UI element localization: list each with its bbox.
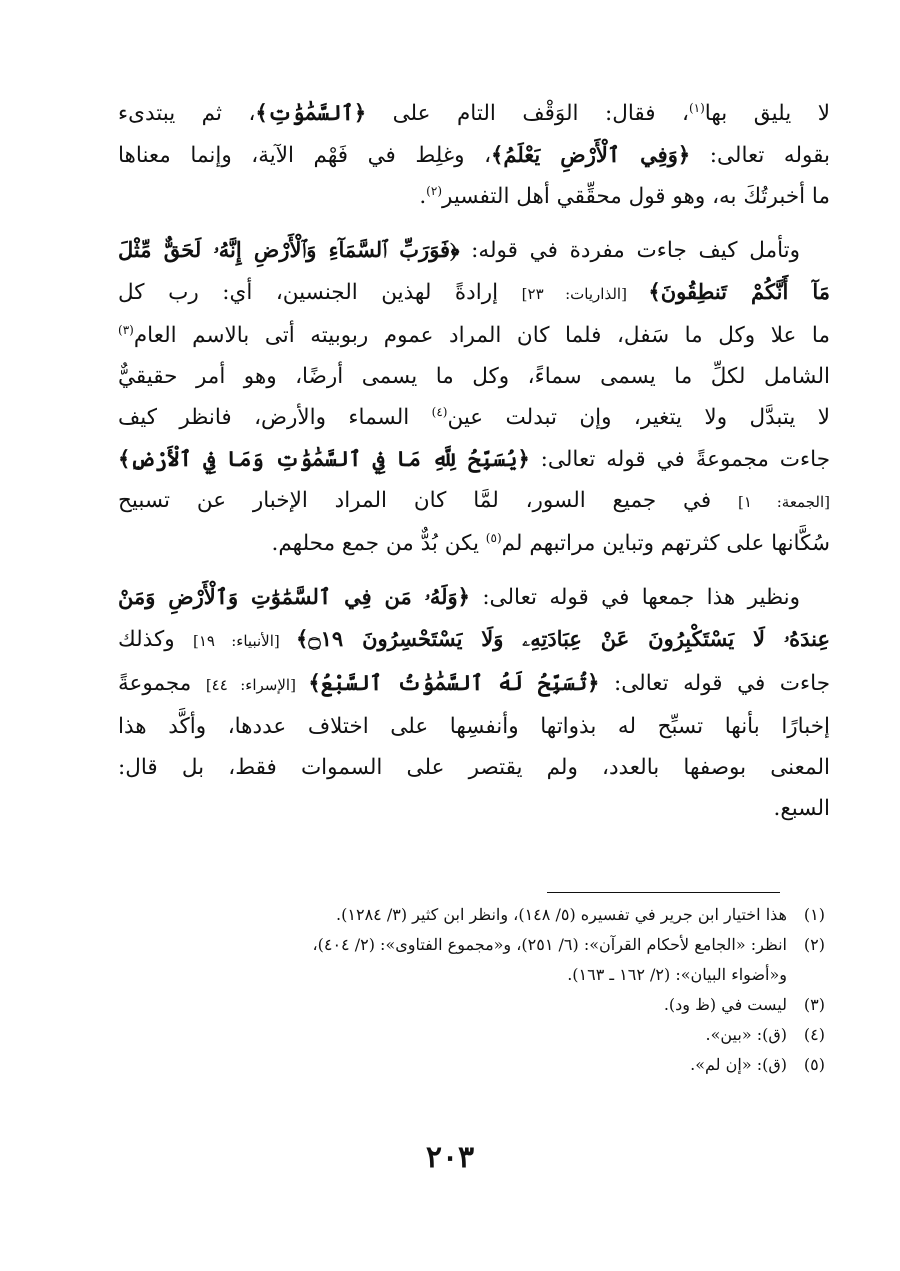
footnote-text: انظر: «الجامع لأحكام القرآن»: (٦/ ٢٥١)، و«مجموع الفتاوى»: (٢/ ٤٠٤)، <box>312 935 787 954</box>
text-run: ، فقال: الوَقْف التام على <box>366 101 689 126</box>
quran-quote: ﴿وَفِي ٱلْأَرْضِ يَعْلَمُ﴾ <box>491 142 691 167</box>
text-run: السبع. <box>773 796 830 821</box>
footnote-number: (١) <box>803 905 825 924</box>
text-run: جاءت مجموعةً في قوله تعالى: <box>529 447 831 472</box>
text-run: بقوله تعالى: <box>690 143 830 168</box>
text-run: جاءت في قوله تعالى: <box>599 671 831 696</box>
text-run: إرادةً لهذين الجنسين، أي: رب كل <box>118 280 522 305</box>
footnote-5 <box>113 1050 825 1080</box>
text-run: الشامل لكلِّ ما يسمى سماءً، وكل ما يسمى أرضًا، وهو أمر حقيقيٌّ <box>118 364 830 389</box>
quran-quote: ﴿تُسَبِّحُ لَهُ ٱلسَّمَٰوَٰتُ ٱلسَّبْعُ﴾ <box>308 670 600 695</box>
text-run: المعنى بوصفها بالعدد، ولم يقتصر على السموات فقط، بل قال: <box>118 755 830 780</box>
text-line <box>118 618 830 662</box>
text-line <box>118 576 830 618</box>
footnote-text: هذا اختيار ابن جرير في تفسيره (٥/ ١٤٨)، وانظر ابن كثير (٣/ ١٢٨٤). <box>336 905 787 924</box>
text-line <box>118 662 830 706</box>
footnote-text: (ق): «بين». <box>705 1025 787 1044</box>
text-line <box>118 788 830 829</box>
text-run: وتأمل كيف جاءت مفردة في قوله: <box>459 238 800 263</box>
surah-reference: [الإسراء: ٤٤] <box>205 676 309 694</box>
text-line <box>118 356 830 397</box>
text-line <box>118 176 830 217</box>
text-run: ما أخبرتُكَ به، وهو قول محقِّقي أهل التفسير <box>442 184 830 209</box>
footnote-ref[interactable]: (٥) <box>485 530 502 545</box>
footnote-number: (٣) <box>803 995 825 1014</box>
text-line <box>118 706 830 747</box>
footnote-number: (٥) <box>803 1055 825 1074</box>
footnote-text: و«أضواء البيان»: (٢/ ١٦٢ ـ ١٦٣). <box>567 965 787 984</box>
footnote-number: (٢) <box>803 935 825 954</box>
surah-reference: [الذاريات: ٢٣] <box>521 285 649 303</box>
quran-quote: ﴿يُسَبِّحُ لِلَّهِ مَا فِي ٱلسَّمَٰوَٰتِ وَمَا فِي ٱلْأَرْضِ﴾ <box>118 446 530 471</box>
text-run: السماء والأرض، فانظر كيف <box>118 405 432 430</box>
text-run: وكذلك <box>118 627 193 652</box>
footnote-text: ليست في (ظ ود). <box>663 995 787 1014</box>
paragraph-2 <box>118 229 830 564</box>
text-line <box>118 397 830 438</box>
text-line <box>118 438 830 480</box>
footnote-ref[interactable]: (٣) <box>118 322 134 337</box>
text-run: سُكَّانها على كثرتهم وتباين مراتبهم لم <box>501 531 830 556</box>
quran-quote: ﴿وَلَهُۥ مَن فِي ٱلسَّمَٰوَٰتِ وَٱلْأَرْضِ وَمَنْ <box>118 584 470 609</box>
footnote-ref[interactable]: (٤) <box>431 404 448 419</box>
text-line <box>118 315 830 356</box>
text-line <box>118 229 830 271</box>
text-run: في جميع السور، لمَّا كان المراد الإخبار عن تسبيح <box>118 488 739 513</box>
text-run: مجموعةً <box>118 671 206 696</box>
text-line <box>118 747 830 788</box>
paragraph-3 <box>118 576 830 829</box>
main-text <box>118 92 830 829</box>
footnote-2 <box>113 930 825 960</box>
text-line <box>118 134 830 176</box>
surah-reference: [الجمعة: ١] <box>738 493 831 511</box>
footnotes <box>113 900 825 1080</box>
paragraph-1 <box>118 92 830 217</box>
footnote-4 <box>113 1020 825 1050</box>
footnote-divider <box>547 892 780 893</box>
text-run: يكن بُدٌّ من جمع محلهم. <box>271 531 486 556</box>
quran-quote: ﴿ٱلسَّمَٰوَٰتِ﴾ <box>255 100 367 125</box>
text-run: . <box>419 184 427 209</box>
text-line <box>118 523 830 564</box>
text-run: لا يليق بها <box>704 101 830 126</box>
quran-quote: ﴿فَوَرَبِّ ٱلسَّمَآءِ وَٱلْأَرْضِ إِنَّهُۥ لَحَقٌّ مِّثْلَ <box>118 237 460 262</box>
text-line <box>118 480 830 523</box>
footnote-1 <box>113 900 825 930</box>
footnote-3 <box>113 990 825 1020</box>
text-run: لا يتبدَّل ولا يتغير، وإن تبدلت عين <box>447 405 830 430</box>
text-run: ونظير هذا جمعها في قوله تعالى: <box>469 585 800 610</box>
surah-reference: [الأنبياء: ١٩] <box>192 632 297 650</box>
page-number: ٢٠٣ <box>425 1140 475 1175</box>
text-run: ، ثم يبتدىء <box>118 101 256 126</box>
text-run: إخبارًا بأنها تسبِّح له بذواتها وأنفسِها على اختلاف عددها، وأكَّد هذا <box>118 714 830 739</box>
quran-quote: عِندَهُۥ لَا يَسْتَكْبِرُونَ عَنْ عِبَادَتِهِۦ وَلَا يَسْتَحْسِرُونَ ۝١٩﴾ <box>296 626 830 651</box>
footnote-number: (٤) <box>803 1025 825 1044</box>
footnote-ref[interactable]: (١) <box>688 100 705 115</box>
quran-quote: مَآ أَنَّكُمْ تَنطِقُونَ﴾ <box>648 279 830 304</box>
text-run: ، وغلِط في فَهْم الآية، وإنما معناها <box>118 143 492 168</box>
text-run: ما علا وكل ما سَفل، فلما كان المراد عموم ربوبيته أتى بالاسم العام <box>133 323 830 348</box>
text-line <box>118 271 830 315</box>
text-line <box>118 92 830 134</box>
footnote-ref[interactable]: (٢) <box>426 183 442 198</box>
footnote-text: (ق): «إن لم». <box>690 1055 787 1074</box>
